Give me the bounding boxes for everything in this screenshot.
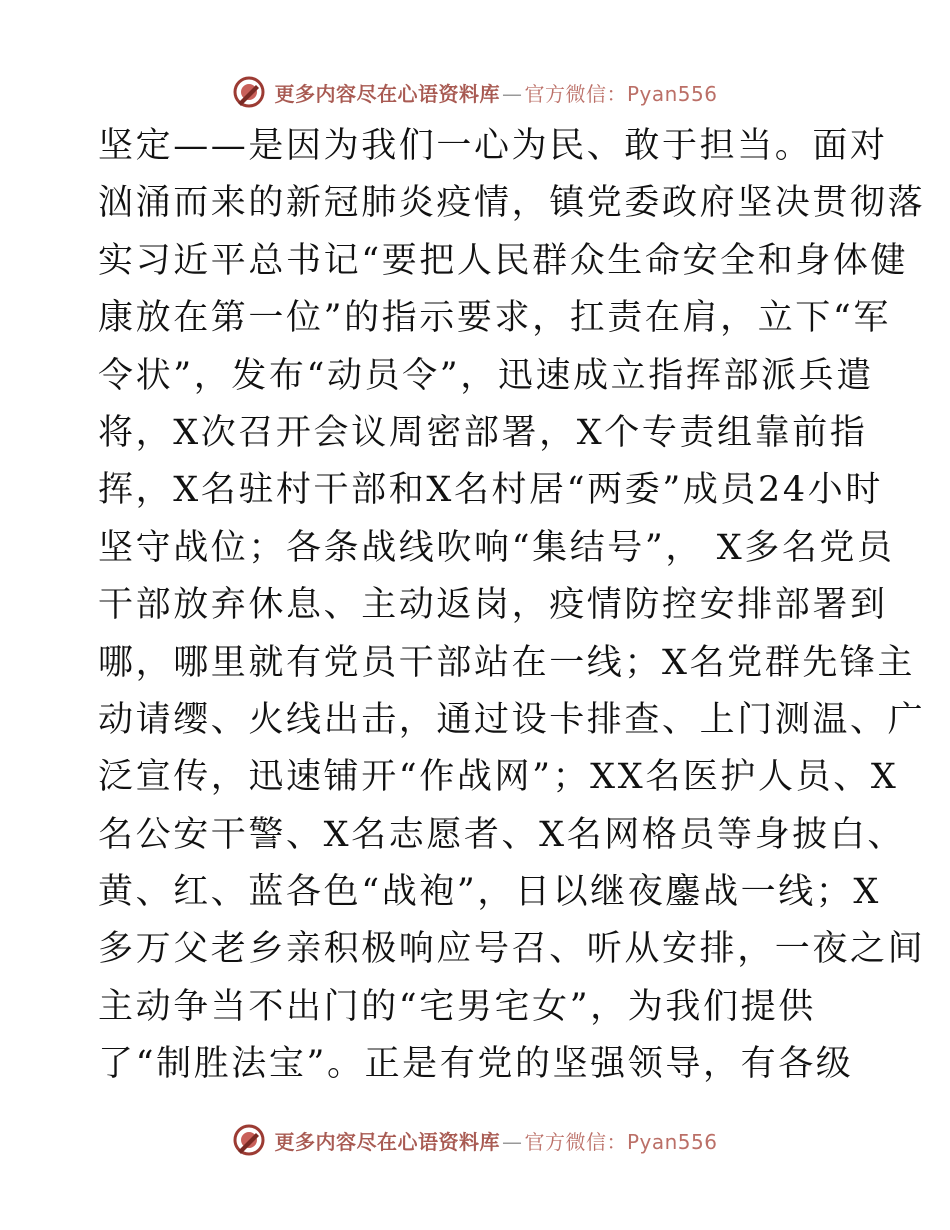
text-line: 康放在第一位”的指示要求，扛责在肩，立下“军	[98, 298, 891, 339]
brand-logo-icon	[232, 1123, 266, 1157]
text-line: 多万父老乡亲积极响应号召、听从安排，一夜之间	[98, 929, 926, 970]
footer-watermark	[0, 1120, 950, 1160]
watermark-text	[274, 1126, 717, 1155]
watermark-dash: —	[501, 81, 523, 106]
text-line: 哪，哪里就有党员干部站在一线；X名党群先锋主	[98, 642, 916, 683]
text-line: 泛宣传，迅速铺开“作战网”；XX名医护人员、X	[98, 757, 899, 798]
text-line: 将，X次召开会议周密部署，X个专责组靠前指	[98, 412, 868, 453]
watermark-brand: 更多内容尽在心语资料库	[274, 81, 500, 106]
brand-logo-icon	[232, 75, 266, 109]
document-body	[98, 118, 926, 1094]
watermark-contact: 官方微信：Pyan556	[524, 1129, 718, 1154]
text-line: 名公安干警、X名志愿者、X名网格员等身披白、	[98, 814, 906, 855]
text-line: 干部放弃休息、主动返岗，疫情防控安排部署到	[98, 585, 888, 626]
header-watermark	[0, 72, 950, 112]
text-line: 动请缨、火线出击，通过设卡排查、上门测温、广	[98, 699, 926, 740]
text-line: 汹涌而来的新冠肺炎疫情，镇党委政府坚决贯彻落	[98, 183, 926, 224]
text-line: 实习近平总书记“要把人民群众生命安全和身体健	[98, 240, 909, 281]
watermark-contact: 官方微信：Pyan556	[524, 81, 718, 106]
text-line: 主动争当不出门的“宅男宅女”，为我们提供	[98, 986, 816, 1027]
text-line: 挥，X名驻村干部和X名村居“两委”成员24小时	[98, 470, 883, 511]
text-line: 了“制胜法宝”。正是有党的坚强领导，有各级	[98, 1044, 854, 1085]
watermark-brand: 更多内容尽在心语资料库	[274, 1129, 500, 1154]
text-line: 令状”，发布“动员令”，迅速成立指挥部派兵遣	[98, 355, 874, 396]
watermark-text	[274, 78, 717, 107]
text-line: 坚定——是因为我们一心为民、敢于担当。面对	[98, 126, 888, 166]
text-line: 黄、红、蓝各色“战袍”，日以继夜鏖战一线；X	[98, 872, 881, 913]
watermark-dash: —	[501, 1129, 523, 1154]
text-line: 坚守战位；各条战线吹响“集结号”， X多名党员	[98, 527, 895, 568]
